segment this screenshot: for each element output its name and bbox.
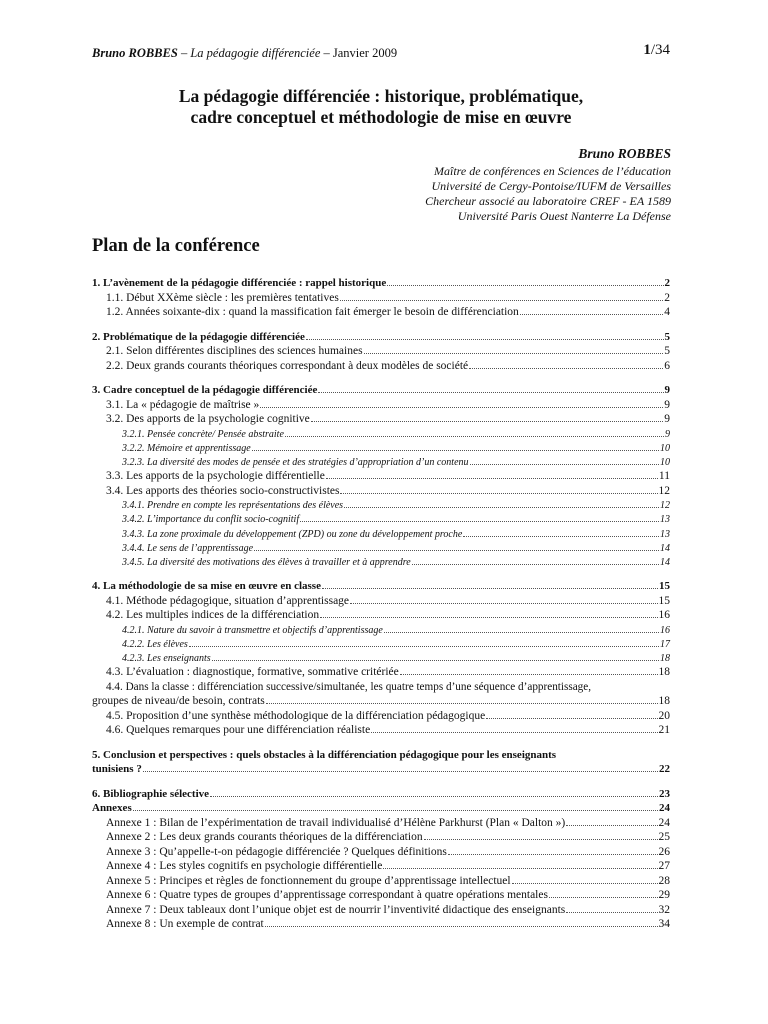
- page-total: /34: [650, 42, 670, 58]
- toc-label: Annexe 1 : Bilan de l’expérimentation de travail individualisé d’Hélène Parkhurst (Plan « Dalton »): [106, 816, 566, 829]
- toc-entry-3-1[interactable]: [92, 398, 670, 413]
- toc-page: 18: [660, 653, 670, 665]
- toc-entry-4-2-2[interactable]: [92, 637, 670, 651]
- toc-label: Annexe 2 : Les deux grands courants théoriques de la différenciation: [106, 831, 423, 844]
- toc-leader: [463, 527, 659, 537]
- toc-label: 3.4.2. L’importance du conflit socio-cognitif: [122, 514, 300, 526]
- toc-label: Annexe 6 : Quatre types de groupes d’apprentissage correspondant à quatre opérations mentales: [106, 889, 548, 902]
- toc-entry-2-1[interactable]: [92, 344, 670, 359]
- author-affiliation-4: Université Paris Ouest Nanterre La Défense: [457, 209, 671, 223]
- toc-entry-5-line: [92, 748, 670, 763]
- toc-label: 1.1. Début XXème siècle : les premières tentatives: [106, 291, 339, 304]
- toc-leader: [306, 330, 664, 340]
- toc-entry-3-4-5[interactable]: [92, 555, 670, 569]
- toc-entry-5[interactable]: [92, 762, 670, 777]
- toc-leader: [383, 859, 657, 869]
- toc-label: groupes de niveau/de besoin, contrats: [92, 695, 265, 708]
- toc-leader: [212, 651, 659, 661]
- toc-page: 20: [658, 709, 670, 722]
- toc-page: 18: [658, 666, 670, 679]
- plan-heading: Plan de la conférence: [92, 236, 260, 256]
- toc-label: Annexe 7 : Deux tableaux dont l’unique objet est de nourrir l’inventivité didactique des enseignants: [106, 903, 566, 916]
- page-number: [643, 42, 670, 59]
- toc-leader: [260, 398, 663, 408]
- author-name: Bruno ROBBES: [578, 146, 671, 161]
- toc-label: 4.3. L’évaluation : diagnostique, formative, sommative critériée: [106, 666, 399, 679]
- toc-entry-3-2[interactable]: [92, 412, 670, 427]
- toc-label: 4.5. Proposition d’une synthèse méthodologique de la différenciation pédagogique: [106, 709, 486, 722]
- toc-page: 12: [660, 500, 670, 512]
- toc-page: 28: [658, 874, 670, 887]
- toc-entry-annexe-8[interactable]: [92, 917, 670, 932]
- toc-label: 4.1. Méthode pédagogique, situation d’apprentissage: [106, 594, 350, 607]
- toc-label: tunisiens ?: [92, 763, 142, 776]
- toc-entry-3-4-1[interactable]: [92, 498, 670, 512]
- toc-leader: [344, 498, 659, 508]
- toc-page: 16: [658, 609, 670, 622]
- toc-leader: [133, 801, 658, 811]
- toc-leader: [566, 903, 657, 913]
- toc-page: 11: [658, 470, 670, 483]
- spacer: [92, 777, 670, 787]
- toc-label: 4.2. Les multiples indices de la différenciation: [106, 609, 320, 622]
- spacer: [92, 738, 670, 748]
- title-line-1: La pédagogie différenciée : historique, problématique,: [178, 86, 584, 106]
- toc-leader: [143, 762, 658, 772]
- spacer: [92, 569, 670, 579]
- header-date: Janvier 2009: [332, 46, 398, 60]
- toc-label: 4. La méthodologie de sa mise en œuvre en classe: [92, 580, 321, 593]
- toc-leader: [520, 305, 663, 315]
- toc-label: 2.2. Deux grands courants théoriques correspondant à deux modèles de société: [106, 359, 469, 372]
- toc-leader: [448, 845, 658, 855]
- toc-label: Annexe 8 : Un exemple de contrat: [106, 918, 264, 931]
- toc-label: 3.4. Les apports des théories socio-constructivistes: [106, 484, 340, 497]
- toc-leader: [254, 541, 659, 551]
- toc-label: 4.4. Dans la classe : différenciation successive/simultanée, les quatre temps d’une séquence d’apprentissage,: [106, 680, 592, 693]
- toc-leader: [252, 441, 659, 451]
- toc-entry-4-2-3[interactable]: [92, 651, 670, 665]
- toc-label: 3.2.1. Pensée concrète/ Pensée abstraite: [122, 428, 284, 440]
- toc-page: 16: [660, 624, 670, 636]
- author-affiliation-2: Université de Cergy-Pontoise/IUFM de Versailles: [431, 179, 671, 193]
- toc-page: 14: [660, 556, 670, 568]
- toc-leader: [400, 665, 658, 675]
- toc-leader: [311, 412, 663, 422]
- toc-entry-4-4-line: [92, 680, 670, 695]
- toc-page: 13: [660, 514, 670, 526]
- author-affiliation-3: Chercheur associé au laboratoire CREF - EA 1589: [425, 194, 671, 208]
- toc-entry-4-6[interactable]: [92, 723, 670, 738]
- toc-leader: [486, 709, 657, 719]
- toc-label: 1. L’avènement de la pédagogie différenciée : rappel historique: [92, 277, 387, 289]
- toc-leader: [371, 723, 657, 733]
- toc-leader: [470, 455, 659, 465]
- toc-page: 2: [664, 291, 670, 304]
- toc-entry-3-2-1[interactable]: [92, 427, 670, 441]
- toc-entry-4-4[interactable]: [92, 694, 670, 709]
- toc-label: 3.3. Les apports de la psychologie différentielle: [106, 470, 325, 483]
- toc-label: 5. Conclusion et perspectives : quels obstacles à la différenciation pédagogique pour les enseignants: [92, 748, 557, 761]
- toc-entry-3-3[interactable]: [92, 469, 670, 484]
- toc-label: 3.4.5. La diversité des motivations des élèves à travailler et à apprendre: [122, 556, 411, 568]
- toc-entry-1-2[interactable]: [92, 305, 670, 320]
- toc-leader: [424, 830, 658, 840]
- toc-leader: [189, 637, 659, 647]
- toc-entry-3-2-3[interactable]: [92, 455, 670, 469]
- toc-leader: [364, 344, 664, 354]
- toc-label: 1.2. Années soixante-dix : quand la massification fait émerger le besoin de différenciation: [106, 306, 519, 318]
- toc-entry-1-1[interactable]: [92, 291, 670, 306]
- toc-entry-annexe-5[interactable]: [92, 874, 670, 889]
- toc-label: Annexe 4 : Les styles cognitifs en psychologie différentielle: [106, 860, 383, 873]
- toc-page: 24: [658, 816, 670, 829]
- toc-page: 18: [658, 695, 670, 708]
- toc-page: 24: [659, 802, 670, 815]
- spacer: [92, 373, 670, 383]
- toc-leader: [318, 383, 663, 393]
- toc-leader: [469, 359, 663, 369]
- toc-page: 5: [664, 330, 670, 343]
- table-of-contents: [92, 276, 670, 932]
- toc-label: Annexes: [92, 802, 132, 815]
- toc-entry-4-2-1[interactable]: [92, 623, 670, 637]
- toc-entry-4-3[interactable]: [92, 665, 670, 680]
- toc-page: 9: [664, 413, 670, 425]
- toc-entry-2-2[interactable]: [92, 359, 670, 374]
- toc-page: 34: [658, 918, 670, 931]
- toc-label: 2. Problématique de la pédagogie différenciée: [92, 330, 305, 343]
- toc-leader: [210, 787, 658, 797]
- toc-entry-3-4[interactable]: [92, 484, 670, 499]
- toc-page: 25: [658, 831, 670, 844]
- toc-page: 13: [660, 528, 670, 540]
- toc-page: 9: [665, 428, 670, 440]
- toc-leader: [549, 888, 658, 898]
- toc-label: Annexe 5 : Principes et règles de fonctionnement du groupe d’apprentissage intellectuel: [106, 874, 511, 887]
- toc-label: 4.2.1. Nature du savoir à transmettre et objectifs d’apprentissage: [122, 624, 383, 636]
- spacer: [92, 320, 670, 330]
- toc-page: 12: [658, 484, 670, 497]
- toc-leader: [384, 623, 659, 633]
- toc-page: 10: [660, 442, 670, 454]
- toc-entry-6[interactable]: [92, 787, 670, 802]
- toc-page: 4: [664, 306, 670, 318]
- toc-page: 9: [664, 398, 670, 411]
- toc-page: 5: [664, 345, 670, 357]
- toc-label: 3.4.4. Le sens de l’apprentissage: [122, 542, 254, 554]
- toc-label: 2.1. Selon différentes disciplines des sciences humaines: [106, 345, 363, 357]
- header-doc: – La pédagogie différenciée –: [177, 46, 333, 60]
- toc-entry-3[interactable]: [92, 383, 670, 398]
- toc-leader: [300, 512, 659, 522]
- toc-page: 17: [660, 638, 670, 650]
- toc-label: 4.6. Quelques remarques pour une différenciation réaliste: [106, 724, 371, 737]
- running-header: [92, 42, 670, 66]
- toc-label: 3.1. La « pédagogie de maîtrise »: [106, 398, 260, 411]
- toc-entry-4-1[interactable]: [92, 594, 670, 609]
- toc-leader: [285, 427, 664, 437]
- toc-leader: [266, 694, 658, 704]
- toc-entry-annexes[interactable]: [92, 801, 670, 816]
- toc-page: 6: [664, 359, 670, 372]
- toc-entry-4-2[interactable]: [92, 608, 670, 623]
- toc-entry-3-4-3[interactable]: [92, 527, 670, 541]
- toc-entry-2[interactable]: [92, 330, 670, 345]
- page-current: 1: [643, 42, 651, 58]
- toc-leader: [512, 874, 658, 884]
- toc-page: 23: [659, 787, 670, 800]
- toc-leader: [265, 917, 658, 927]
- toc-page: 10: [660, 456, 670, 468]
- document-title: [92, 86, 670, 128]
- toc-leader: [326, 469, 658, 479]
- toc-label: 4.2.2. Les élèves: [122, 638, 188, 650]
- toc-label: 3.4.1. Prendre en compte les représentations des élèves: [122, 500, 344, 512]
- toc-entry-1[interactable]: [92, 276, 670, 291]
- toc-label: 3.4.3. La zone proximale du développement (ZPD) ou zone du développement proche: [122, 528, 463, 540]
- toc-leader: [412, 555, 659, 565]
- toc-page: 21: [658, 724, 670, 737]
- toc-label: 3. Cadre conceptuel de la pédagogie différenciée: [92, 384, 318, 396]
- toc-entry-3-4-2[interactable]: [92, 512, 670, 526]
- toc-page: 9: [664, 384, 670, 396]
- toc-label: 3.2.3. La diversité des modes de pensée et des stratégies d’appropriation d’un contenu: [122, 456, 469, 468]
- toc-leader: [340, 291, 663, 301]
- toc-entry-4[interactable]: [92, 579, 670, 594]
- toc-page: 15: [658, 594, 670, 607]
- toc-label: 3.2. Des apports de la psychologie cognitive: [106, 413, 310, 425]
- toc-page: 29: [658, 889, 670, 902]
- author-affiliation-1: Maître de conférences en Sciences de l’éducation: [433, 164, 671, 178]
- toc-page: 15: [659, 580, 670, 593]
- toc-page: 26: [658, 845, 670, 858]
- toc-page: 27: [658, 860, 670, 873]
- toc-leader: [320, 608, 657, 618]
- author-block: [425, 144, 671, 224]
- header-author: Bruno ROBBES: [92, 46, 178, 60]
- toc-label: 3.2.2. Mémoire et apprentissage: [122, 442, 251, 454]
- toc-entry-annexe-3[interactable]: [92, 845, 670, 860]
- toc-leader: [350, 594, 657, 604]
- toc-entry-annexe-7[interactable]: [92, 903, 670, 918]
- toc-entry-3-4-4[interactable]: [92, 541, 670, 555]
- toc-entry-annexe-1[interactable]: [92, 816, 670, 831]
- toc-leader: [566, 816, 657, 826]
- toc-entry-annexe-4[interactable]: [92, 859, 670, 874]
- toc-leader: [387, 276, 663, 286]
- toc-entry-annexe-6[interactable]: [92, 888, 670, 903]
- toc-page: 2: [664, 277, 670, 289]
- toc-page: 32: [658, 903, 670, 916]
- toc-label: 4.2.3. Les enseignants: [122, 653, 211, 665]
- toc-entry-annexe-2[interactable]: [92, 830, 670, 845]
- toc-leader: [322, 579, 658, 589]
- toc-page: 14: [660, 542, 670, 554]
- toc-label: Annexe 3 : Qu’appelle-t-on pédagogie différenciée ? Quelques définitions: [106, 845, 447, 858]
- title-line-2: cadre conceptuel et méthodologie de mise en œuvre: [190, 107, 572, 127]
- toc-leader: [340, 484, 657, 494]
- toc-page: 22: [659, 763, 670, 776]
- toc-entry-3-2-2[interactable]: [92, 441, 670, 455]
- toc-label: 6. Bibliographie sélective: [92, 787, 210, 800]
- toc-entry-4-5[interactable]: [92, 709, 670, 724]
